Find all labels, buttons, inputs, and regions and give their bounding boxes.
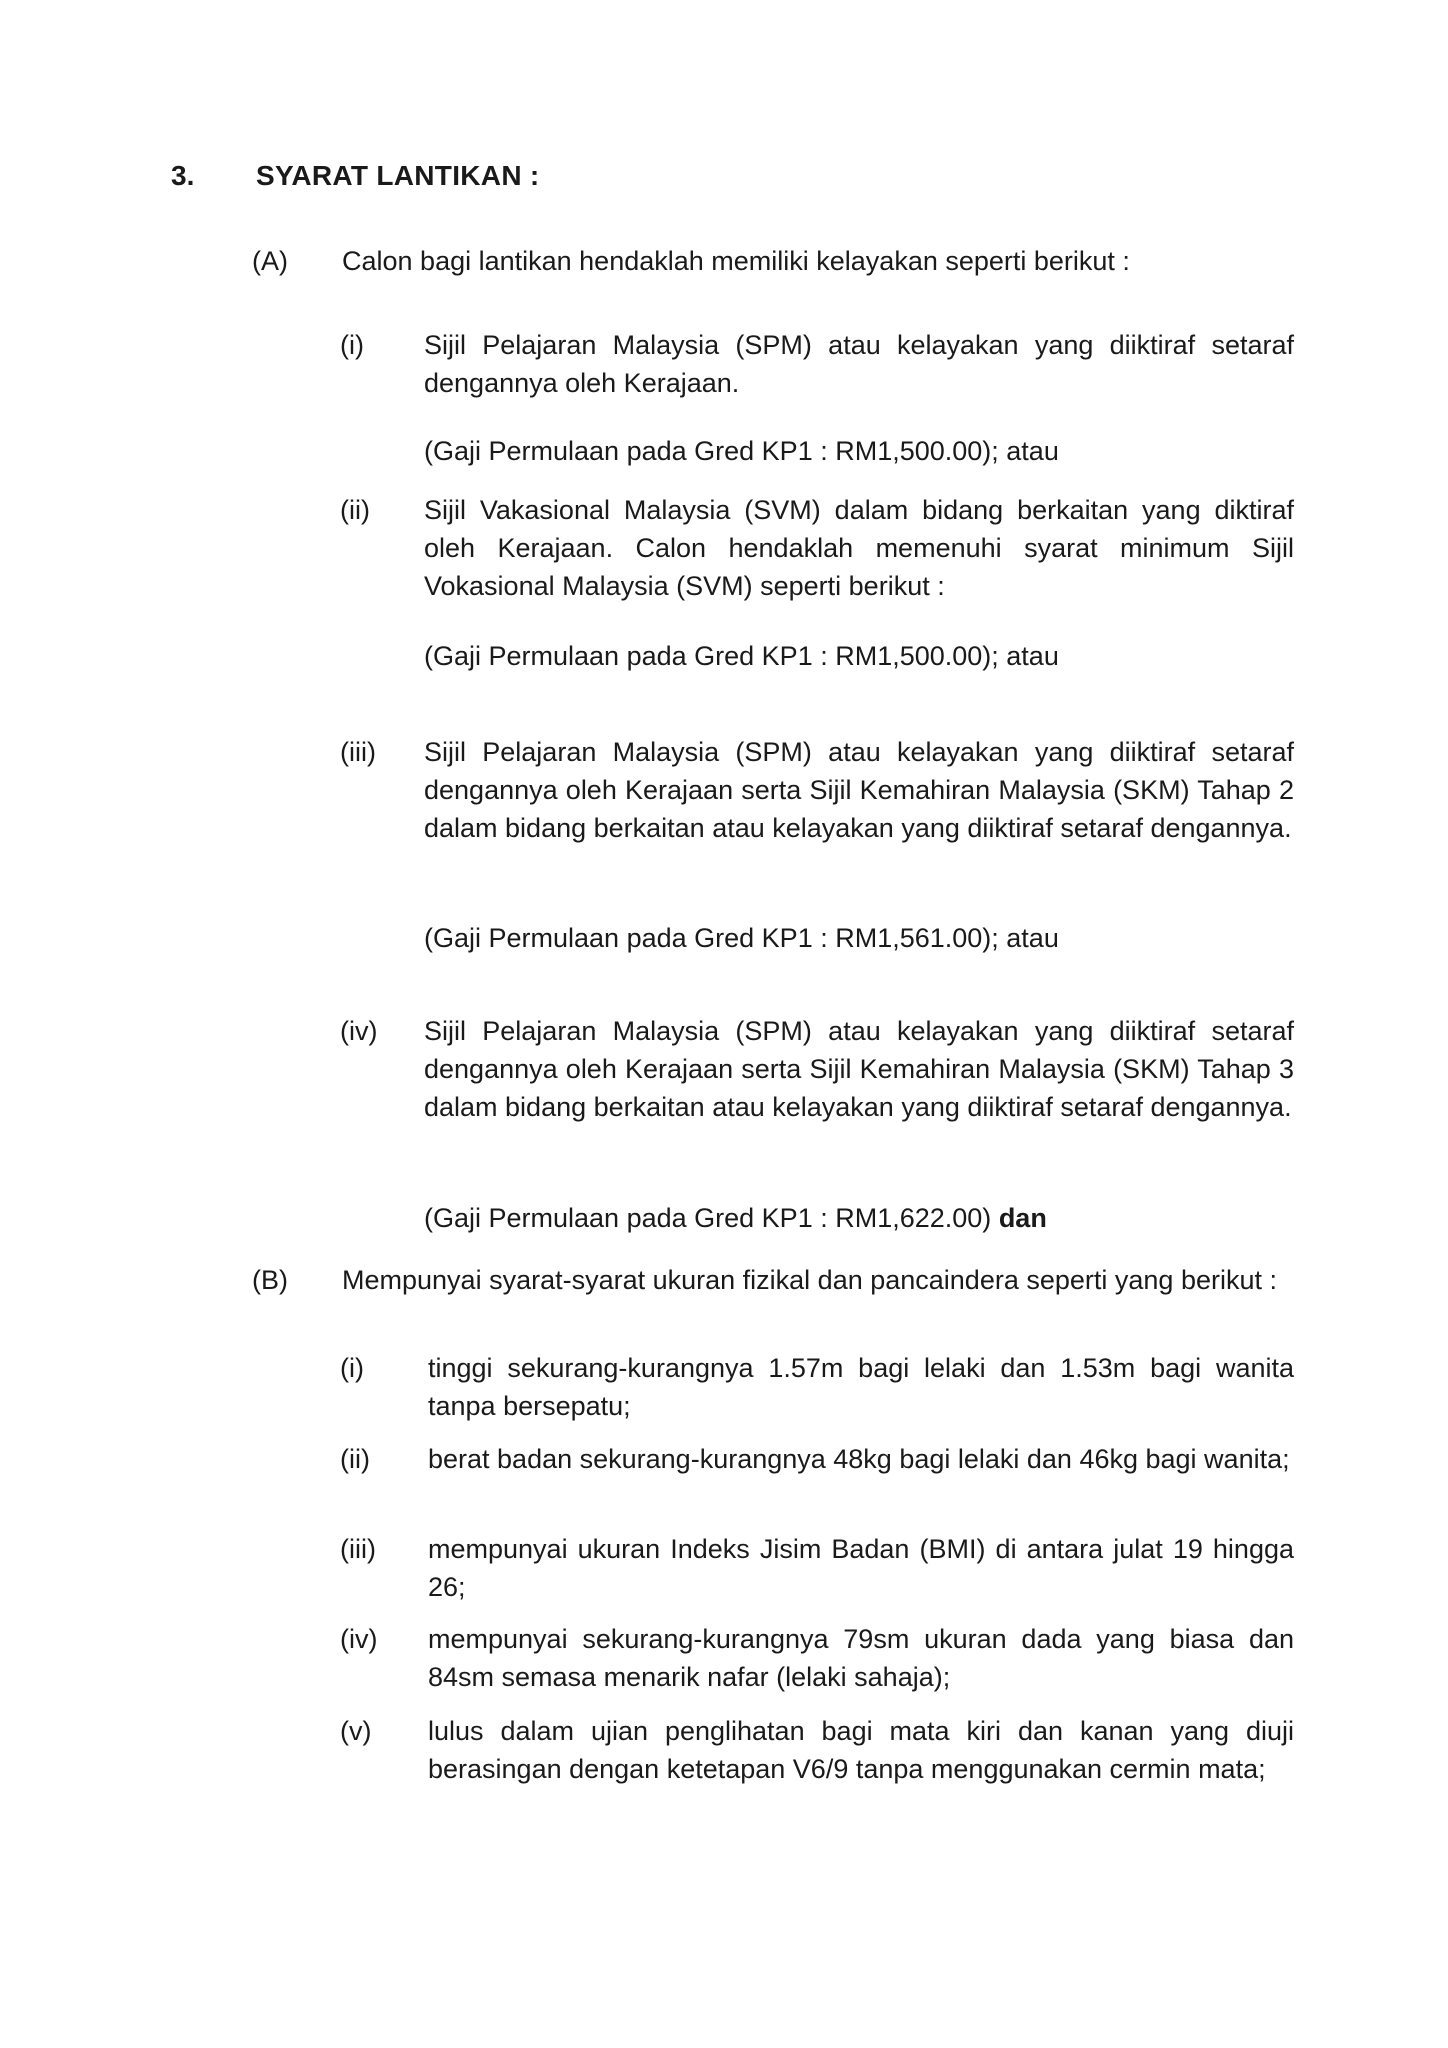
part-b-item-label: (i) — [340, 1353, 364, 1383]
part-b-item-label: (ii) — [340, 1444, 370, 1474]
part-a-item-salary: (Gaji Permulaan pada Gred KP1 : RM1,500.00); atau — [424, 641, 1059, 671]
part-a-item-text: Sijil Pelajaran Malaysia (SPM) atau kelayakan yang diiktiraf setaraf dengannya oleh Kerajaan serta Sijil Kemahiran Malaysia (SKM) Tahap 2 dalam bidang berkaitan atau kelayakan yang diiktiraf setaraf dengannya. — [424, 737, 1294, 843]
part-a-item-label: (iv) — [340, 1016, 378, 1046]
part-b-item-label: (v) — [340, 1716, 372, 1746]
part-a-item-salary-line — [424, 1199, 1047, 1237]
part-a-item-text: Sijil Pelajaran Malaysia (SPM) atau kelayakan yang diiktiraf setaraf dengannya oleh Kerajaan. — [424, 330, 1294, 398]
part-a-item-text: Sijil Vakasional Malaysia (SVM) dalam bidang berkaitan yang diktiraf oleh Kerajaan. Calon hendaklah memenuhi syarat minimum Sijil Vokasional Malaysia (SVM) seperti berikut : — [424, 495, 1294, 601]
part-a-item-salary: (Gaji Permulaan pada Gred KP1 : RM1,500.00); atau — [424, 436, 1059, 466]
part-b-item-text: tinggi sekurang-kurangnya 1.57m bagi lelaki dan 1.53m bagi wanita tanpa bersepatu; — [428, 1353, 1294, 1421]
part-b-item-text: mempunyai ukuran Indeks Jisim Badan (BMI) di antara julat 19 hingga 26; — [428, 1534, 1294, 1602]
salary-suffix: dan — [998, 1203, 1047, 1233]
part-a-intro: Calon bagi lantikan hendaklah memiliki kelayakan seperti berikut : — [342, 246, 1130, 276]
part-a-label: (A) — [252, 246, 288, 276]
part-a-item-label: (iii) — [340, 737, 376, 767]
part-a-item-label: (i) — [340, 330, 364, 360]
part-b-item-label: (iii) — [340, 1534, 376, 1564]
part-b-item-label: (iv) — [340, 1624, 378, 1654]
part-b-item-text: mempunyai sekurang-kurangnya 79sm ukuran dada yang biasa dan 84sm semasa menarik nafar (lelaki sahaja); — [428, 1624, 1294, 1692]
section-number: 3. — [171, 160, 195, 191]
part-b-item-text: lulus dalam ujian penglihatan bagi mata kiri dan kanan yang diuji berasingan dengan ketetapan V6/9 tanpa menggunakan cermin mata; — [428, 1716, 1294, 1784]
part-b-item-text: berat badan sekurang-kurangnya 48kg bagi lelaki dan 46kg bagi wanita; — [428, 1444, 1290, 1474]
part-a-item-salary: (Gaji Permulaan pada Gred KP1 : RM1,622.00) — [424, 1203, 992, 1233]
part-a-item-text: Sijil Pelajaran Malaysia (SPM) atau kelayakan yang diiktiraf setaraf dengannya oleh Kerajaan serta Sijil Kemahiran Malaysia (SKM) Tahap 3 dalam bidang berkaitan atau kelayakan yang diiktiraf setaraf dengannya. — [424, 1016, 1294, 1122]
part-b-label: (B) — [252, 1265, 288, 1295]
part-b-intro: Mempunyai syarat-syarat ukuran fizikal dan pancaindera seperti yang berikut : — [342, 1265, 1277, 1295]
part-a-item-salary: (Gaji Permulaan pada Gred KP1 : RM1,561.00); atau — [424, 923, 1059, 953]
section-title: SYARAT LANTIKAN : — [256, 160, 540, 191]
part-a-item-label: (ii) — [340, 495, 370, 525]
